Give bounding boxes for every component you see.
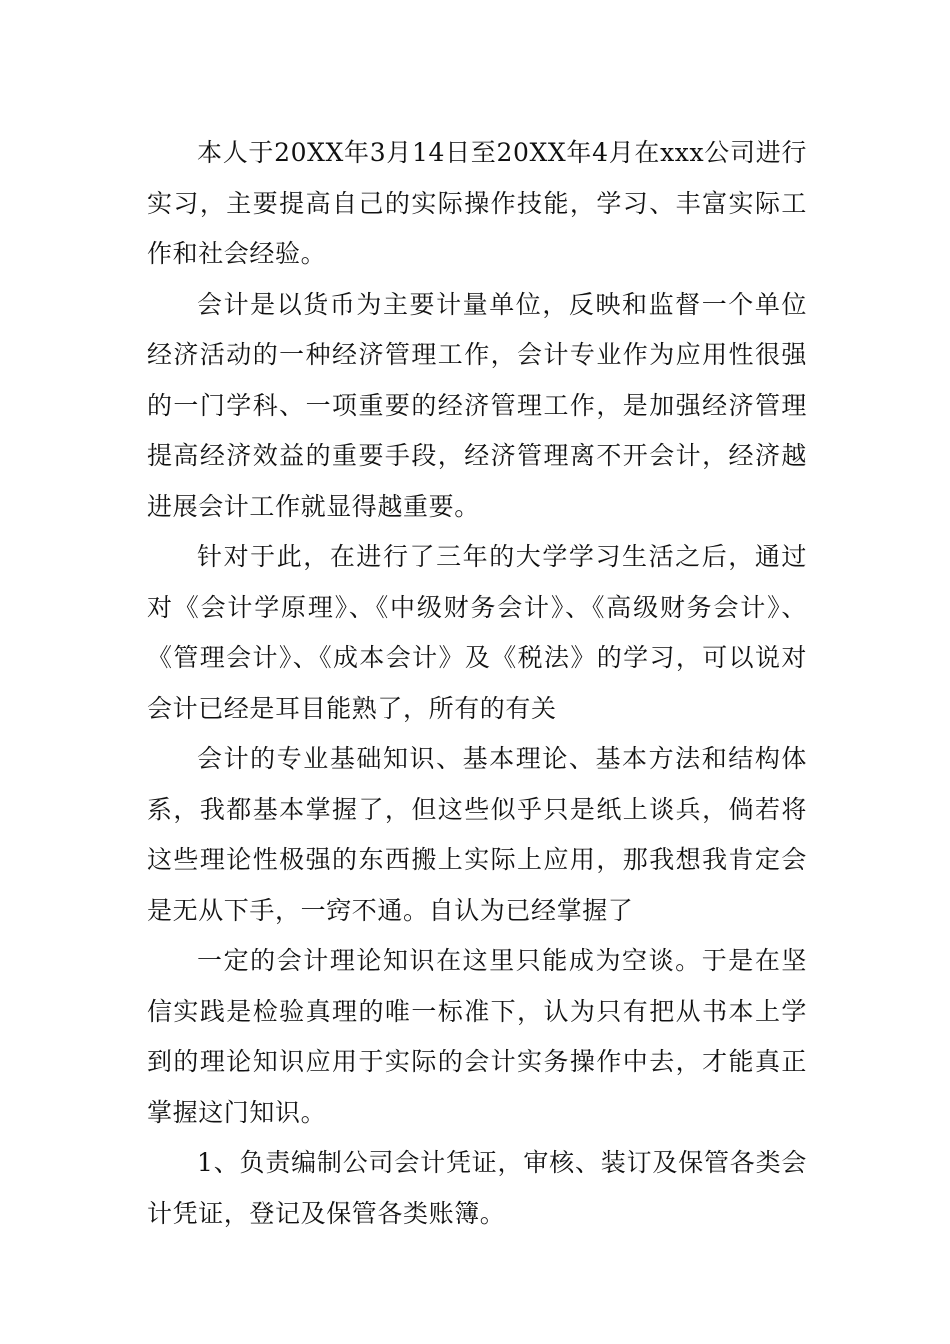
- paragraph-practice: 一定的会计理论知识在这里只能成为空谈。于是在坚信实践是检验真理的唯一标准下，认为只有把从书本上学到的理论知识应用于实际的会计实务操作中去，才能真正掌握这门知识。: [147, 946, 807, 1127]
- paragraph-theory-mastery: 会计的专业基础知识、基本理论、基本方法和结构体系，我都基本掌握了，但这些似乎只是纸上谈兵，倘若将这些理论性极强的东西搬上实际上应用，那我想我肯定会是无从下手，一窍不通。自认为已经掌握了: [147, 744, 807, 925]
- paragraph-accounting-definition: 会计是以货币为主要计量单位，反映和监督一个单位经济活动的一种经济管理工作，会计专业作为应用性很强的一门学科、一项重要的经济管理工作，是加强经济管理提高经济效益的重要手段，经济管理离不开会计，经济越进展会计工作就显得越重要。: [147, 289, 807, 521]
- paragraph-duty-1: 1、负责编制公司会计凭证，审核、装订及保管各类会计凭证，登记及保管各类账簿。: [147, 1148, 807, 1228]
- document-body: [147, 128, 807, 1239]
- paragraph-internship-intro: 本人于20XX年3月14日至20XX年4月在xxx公司进行实习，主要提高自己的实际操作技能，学习、丰富实际工作和社会经验。: [147, 138, 807, 268]
- paragraph-coursework: 针对于此，在进行了三年的大学学习生活之后，通过对《会计学原理》、《中级财务会计》、《高级财务会计》、《管理会计》、《成本会计》及《税法》的学习，可以说对会计已经是耳目能熟了，所有的有关: [147, 542, 807, 723]
